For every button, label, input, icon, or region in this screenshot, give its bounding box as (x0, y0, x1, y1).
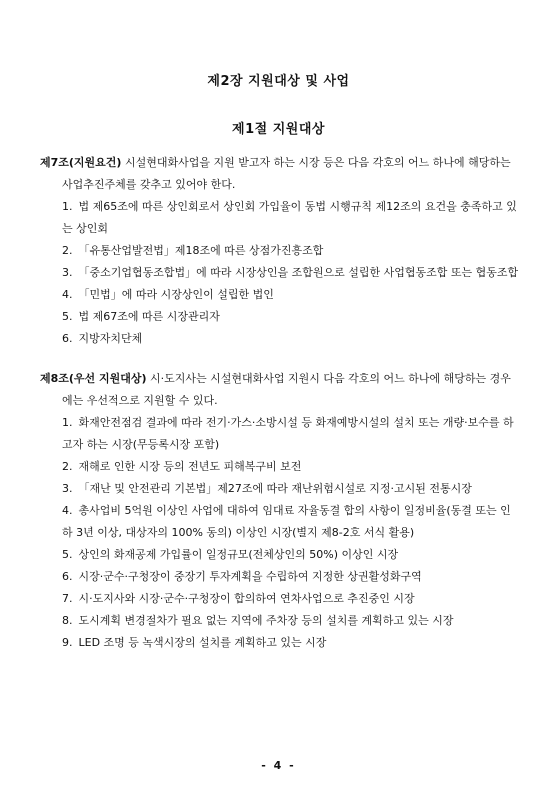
list-item: 1. 법 제65조에 따른 상인회로서 상인회 가입율이 동법 시행규칙 제12조의 요건을 충족하고 있는 상인회 (62, 200, 517, 235)
list-item: 8. 도시계획 변경절차가 필요 없는 지역에 주차장 등의 설치를 계획하고 있는 시장 (62, 614, 454, 627)
article-8-items (40, 412, 520, 654)
article-8-lead-text: 시·도지사는 시설현대화사업 지원시 다음 각호의 어느 하나에 해당하는 경우에는 우선적으로 지원할 수 있다. (62, 372, 511, 407)
list-item: 2. 재해로 인한 시장 등의 전년도 피해복구비 보전 (62, 460, 302, 473)
list-item: 5. 법 제67조에 따른 시장관리자 (62, 310, 220, 323)
list-item: 6. 지방자치단체 (62, 332, 143, 345)
article-8-heading: 제8조(우선 지원대상) (40, 372, 147, 385)
list-item: 9. LED 조명 등 녹색시장의 설치를 계획하고 있는 시장 (62, 636, 327, 649)
page-number: - 4 - (261, 759, 296, 772)
list-item: 1. 화재안전점검 결과에 따라 전기·가스·소방시설 등 화재예방시설의 설치 또는 개량·보수를 하고자 하는 시장(무등록시장 포함) (62, 416, 514, 451)
article-8 (40, 368, 520, 654)
list-item: 2. 「유통산업발전법」제18조에 따른 상점가진흥조합 (62, 244, 324, 257)
article-7-items (40, 196, 520, 350)
chapter-title: 제2장 지원대상 및 사업 (207, 74, 350, 89)
article-7-heading: 제7조(지원요건) (40, 156, 122, 169)
list-item: 4. 총사업비 5억원 이상인 사업에 대하여 임대료 자율동결 합의 사항이 일정비율(동결 또는 인하 3년 이상, 대상자의 100% 동의) 이상인 시장(별지 제8-2호 서식 활용) (62, 504, 511, 539)
article-8-lead (40, 368, 520, 412)
article-7-lead-text: 시설현대화사업을 지원 받고자 하는 시장 등은 다음 각호의 어느 하나에 해당하는 사업추진주체를 갖추고 있어야 한다. (62, 156, 511, 191)
list-item: 3. 「중소기업협동조합법」에 따라 시장상인을 조합원으로 설립한 사업협동조합 또는 협동조합 (62, 266, 519, 279)
list-item: 7. 시·도지사와 시장·군수·구청장이 합의하여 연차사업으로 추진중인 시장 (62, 592, 415, 605)
article-7-lead (40, 152, 520, 196)
section-title: 제1절 지원대상 (232, 122, 325, 137)
list-item: 3. 「재난 및 안전관리 기본법」제27조에 따라 재난위험시설로 지정·고시된 전통시장 (62, 482, 472, 495)
list-item: 6. 시장·군수·구청장이 중장기 투자계획을 수립하여 지정한 상권활성화구역 (62, 570, 422, 583)
list-item: 4. 「민법」에 따라 시장상인이 설립한 법인 (62, 288, 274, 301)
article-7 (40, 152, 520, 350)
list-item: 5. 상인의 화재공제 가입률이 일정규모(전체상인의 50%) 이상인 시장 (62, 548, 399, 561)
